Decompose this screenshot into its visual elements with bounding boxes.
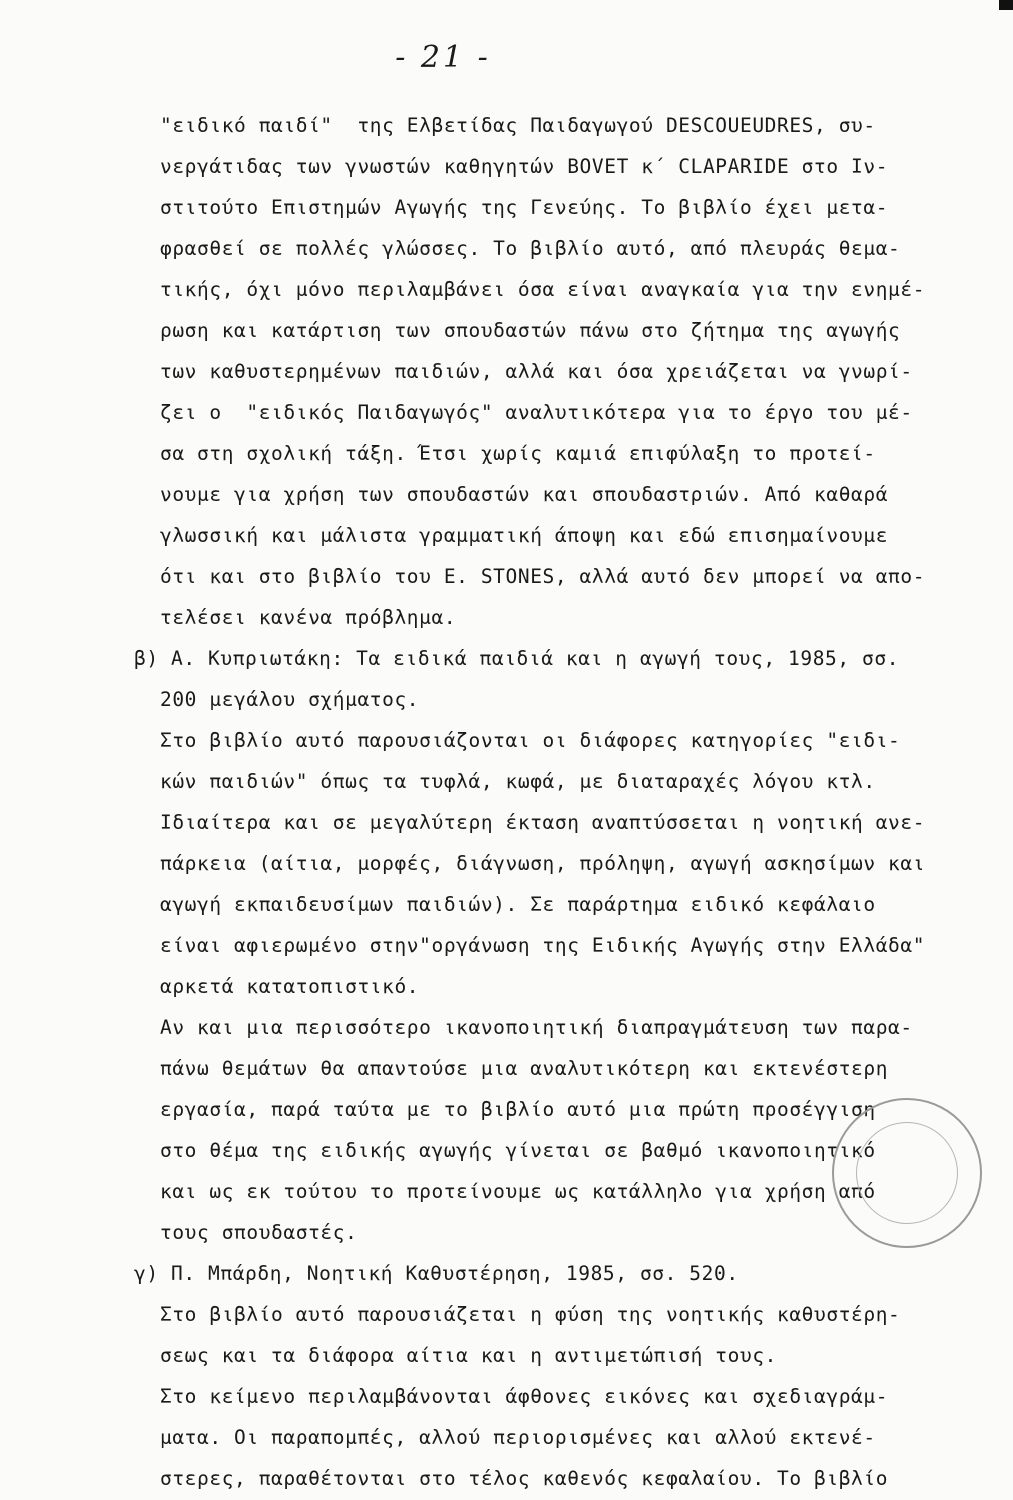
text-line: τελέσει κανένα πρόβλημα. bbox=[160, 606, 457, 629]
text-line: Ιδιαίτερα και σε μεγαλύτερη έκταση αναπτύσσεται η νοητική ανε- bbox=[160, 811, 926, 834]
text-line: τους σπουδαστές. bbox=[160, 1221, 358, 1244]
text-line: φρασθεί σε πολλές γλώσσες. Το βιβλίο αυτό, από πλευράς θεμα- bbox=[160, 237, 901, 260]
text-line: σα στη σχολική τάξη. Έτσι χωρίς καμιά επιφύλαξη το προτεί- bbox=[160, 442, 876, 465]
text-line: εργασία, παρά ταύτα με το βιβλίο αυτό μια πρώτη προσέγγιση bbox=[160, 1098, 876, 1121]
text-line: ζει ο "ειδικός Παιδαγωγός" αναλυτικότερα για το έργο του μέ- bbox=[160, 401, 913, 424]
text-line: των καθυστερημένων παιδιών, αλλά και όσα χρειάζεται να γνωρί- bbox=[160, 360, 913, 383]
text-line: είναι αφιερωμένο στην"οργάνωση της Ειδικής Αγωγής στην Ελλάδα" bbox=[160, 934, 926, 957]
text-line: Στο βιβλίο αυτό παρουσιάζεται η φύση της νοητικής καθυστέρη- bbox=[160, 1303, 901, 1326]
text-line: και ως εκ τούτου το προτείνουμε ως κατάλληλο για χρήση από bbox=[160, 1180, 876, 1203]
institutional-stamp bbox=[832, 1098, 982, 1248]
text-line: 200 μεγάλου σχήματος. bbox=[160, 688, 420, 711]
page-number: - 21 - bbox=[395, 40, 491, 75]
corner-mark bbox=[999, 0, 1013, 10]
text-line: ρωση και κατάρτιση των σπουδαστών πάνω στο ζήτημα της αγωγής bbox=[160, 319, 901, 342]
text-line: Αν και μια περισσότερο ικανοποιητική διαπραγμάτευση των παρα- bbox=[160, 1016, 913, 1039]
text-line: β) Α. Κυπριωτάκη: Τα ειδικά παιδιά και η αγωγή τους, 1985, σσ. bbox=[134, 647, 900, 670]
text-line: γλωσσική και μάλιστα γραμματική άποψη και εδώ επισημαίνουμε bbox=[160, 524, 889, 547]
text-line: ότι και στο βιβλίο του E. STONES, αλλά αυτό δεν μπορεί να απο- bbox=[160, 565, 926, 588]
text-line: Στο κείμενο περιλαμβάνονται άφθονες εικόνες και σχεδιαγράμ- bbox=[160, 1385, 889, 1408]
text-line: γ) Π. Μπάρδη, Νοητική Καθυστέρηση, 1985, σσ. 520. bbox=[134, 1262, 739, 1285]
text-line: Στο βιβλίο αυτό παρουσιάζονται οι διάφορες κατηγορίες "ειδι- bbox=[160, 729, 901, 752]
text-line: "ειδικό παιδί" της Ελβετίδας Παιδαγωγού DESCOUEUDRES, συ- bbox=[160, 114, 876, 137]
text-line: ματα. Οι παραπομπές, αλλού περιορισμένες και αλλού εκτενέ- bbox=[160, 1426, 876, 1449]
text-line: κών παιδιών" όπως τα τυφλά, κωφά, με διαταραχές λόγου κτλ. bbox=[160, 770, 876, 793]
stamp-inner-ring bbox=[856, 1122, 958, 1224]
text-line: αγωγή εκπαιδευσίμων παιδιών). Σε παράρτημα ειδικό κεφάλαιο bbox=[160, 893, 876, 916]
text-line: στο θέμα της ειδικής αγωγής γίνεται σε βαθμό ικανοποιητικό bbox=[160, 1139, 876, 1162]
text-line: στιτούτο Επιστημών Αγωγής της Γενεύης. Το βιβλίο έχει μετα- bbox=[160, 196, 889, 219]
text-line: νουμε για χρήση των σπουδαστών και σπουδαστριών. Από καθαρά bbox=[160, 483, 889, 506]
text-line: στερες, παραθέτονται στο τέλος καθενός κεφαλαίου. Το βιβλίο bbox=[160, 1467, 889, 1490]
text-line: πάρκεια (αίτια, μορφές, διάγνωση, πρόληψη, αγωγή ασκησίμων και bbox=[160, 852, 926, 875]
text-line: σεως και τα διάφορα αίτια και η αντιμετώπισή τους. bbox=[160, 1344, 777, 1367]
text-line: νεργάτιδας των γνωστών καθηγητών BOVET κ΄ CLAPARIDE στο Ιν- bbox=[160, 155, 889, 178]
text-line: πάνω θεμάτων θα απαντούσε μια αναλυτικότερη και εκτενέστερη bbox=[160, 1057, 889, 1080]
text-line: αρκετά κατατοπιστικό. bbox=[160, 975, 420, 998]
text-line: τικής, όχι μόνο περιλαμβάνει όσα είναι αναγκαία για την ενημέ- bbox=[160, 278, 926, 301]
